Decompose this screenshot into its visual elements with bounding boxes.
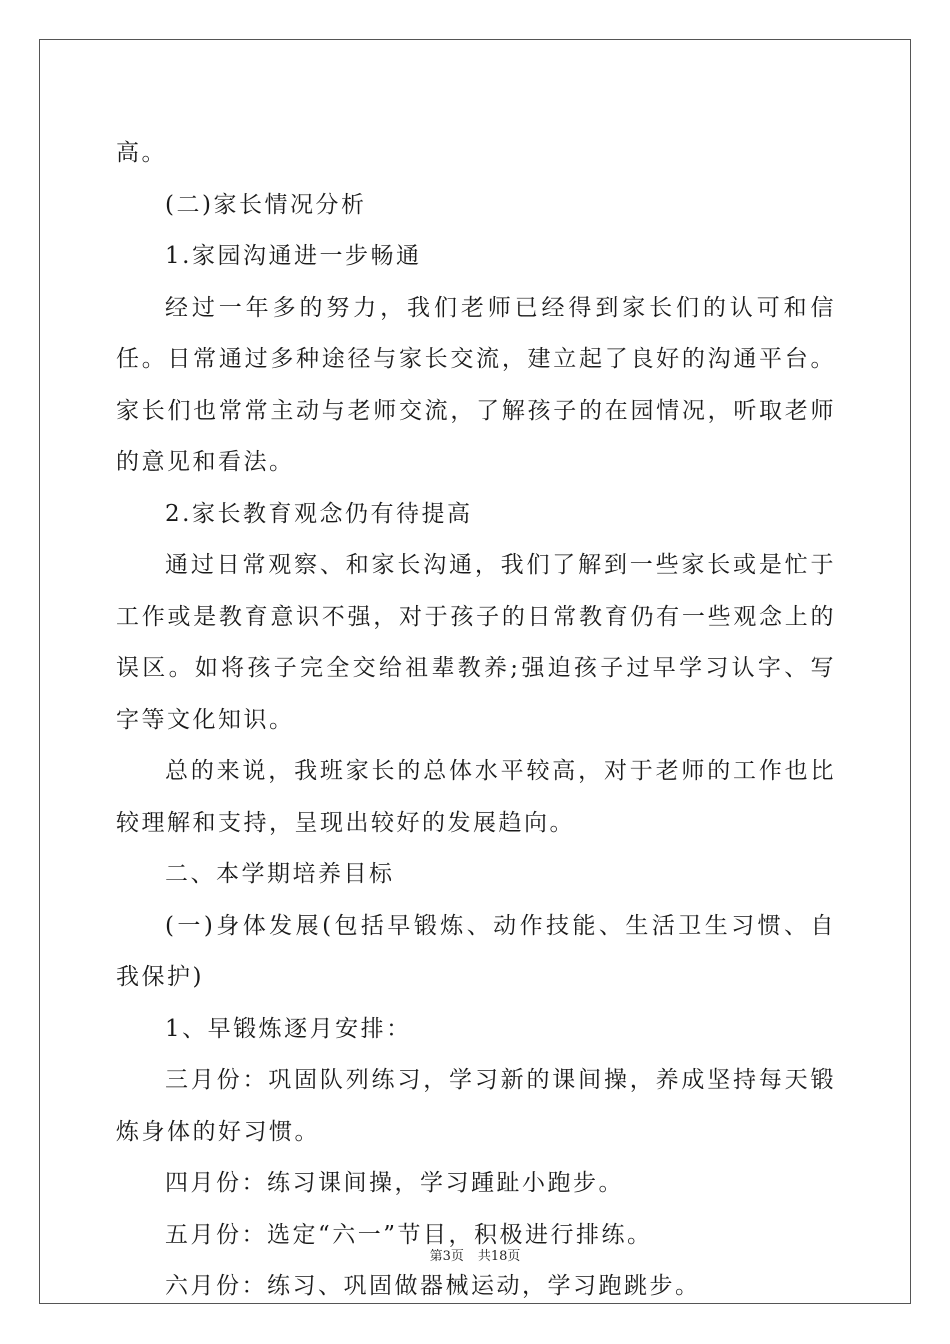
subsection-heading: 1、早锻炼逐月安排： (165, 1015, 412, 1042)
paragraph: 四月份：练习课间操，学习踵趾小跑步。 (165, 1170, 624, 1196)
page-total: 共18页 (477, 1249, 521, 1264)
paragraph: 五月份：选定“六一”节目，积极进行排练。 (165, 1221, 653, 1248)
paragraph: 总的来说，我班家长的总体水平较高，对于老师的工作也比较理解和支持，呈现出较好的发展趋向。 (116, 758, 836, 836)
section-heading: (一)身体发展(包括早锻炼、动作技能、生活卫生习惯、自我保护) (116, 912, 836, 990)
subsection-heading: 1.家园沟通进一步畅通 (165, 243, 422, 269)
paragraph: 三月份：巩固队列练习，学习新的课间操，养成坚持每天锻炼身体的好习惯。 (116, 1067, 836, 1145)
page-number: 第3页 (429, 1249, 464, 1264)
section-heading: 二、本学期培养目标 (165, 861, 395, 887)
section-heading: (二)家长情况分析 (165, 191, 367, 218)
document-body (116, 128, 836, 1313)
paragraph: 通过日常观察、和家长沟通，我们了解到一些家长或是忙于工作或是教育意识不强，对于孩子的日常教育仍有一些观念上的误区。如将孩子完全交给祖辈教养;强迫孩子过早学习认字、写字等文化知识。 (116, 552, 836, 733)
paragraph: 经过一年多的努力，我们老师已经得到家长们的认可和信任。日常通过多种途径与家长交流，建立起了良好的沟通平台。家长们也常常主动与老师交流，了解孩子的在园情况，听取老师的意见和看法。 (116, 294, 836, 475)
paragraph: 高。 (116, 140, 167, 166)
page-footer (0, 1245, 950, 1264)
subsection-heading: 2.家长教育观念仍有待提高 (165, 500, 473, 527)
paragraph: 六月份：练习、巩固做器械运动，学习跑跳步。 (165, 1273, 701, 1299)
